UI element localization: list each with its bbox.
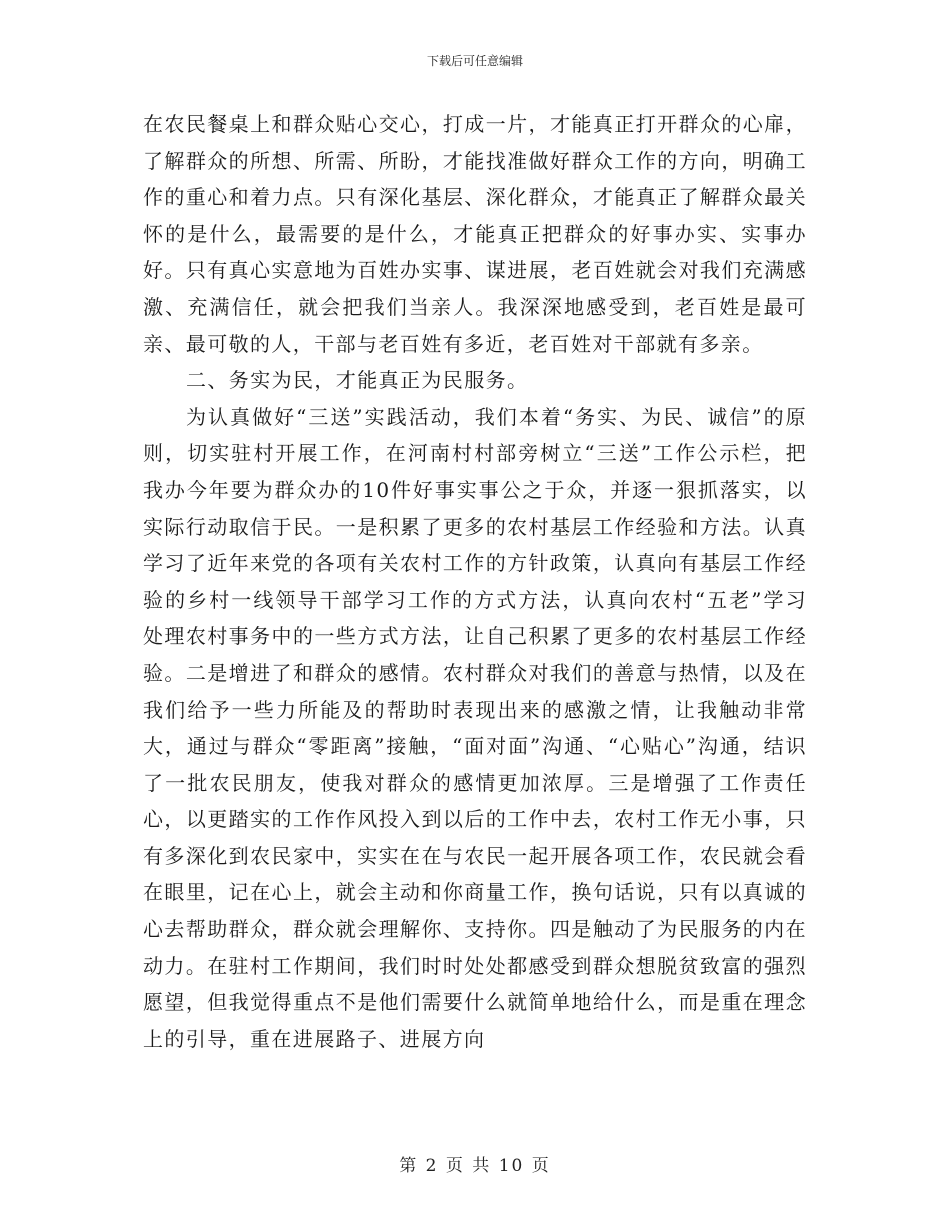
paragraph: 为认真做好“三送”实践活动，我们本着“务实、为民、诚信”的原则，切实驻村开展工作，在河南村村部旁树立“三送”工作公示栏，把我办今年要为群众办的10件好事实事公之于众，并逐一狠抓落实，以实际行动取信于民。一是积累了更多的农村基层工作经验和方法。认真学习了近年来党的各项有关农村工作的方针政策，认真向有基层工作经验的乡村一线领导干部学习工作的方式方法，认真向农村“五老”学习处理农村事务中的一些方式方法，让自己积累了更多的农村基层工作经验。二是增进了和群众的感情。农村群众对我们的善意与热情，以及在我们给予一些力所能及的帮助时表现出来的感激之情，让我触动非常大，通过与群众“零距离”接触，“面对面”沟通、“心贴心”沟通，结识了一批农民朋友，使我对群众的感情更加浓厚。三是增强了工作责任心，以更踏实的工作作风投入到以后的工作中去，农村工作无小事，只有多深化到农民家中，实实在在与农民一起开展各项工作，农民就会看在眼里，记在心上，就会主动和你商量工作，换句话说，只有以真诚的心去帮助群众，群众就会理解你、支持你。四是触动了为民服务的内在动力。在驻村工作期间，我们时时处处都感受到群众想脱贫致富的强烈愿望，但我觉得重点不是他们需要什么就简单地给什么，而是重在理念上的引导，重在进展路子、进展方向: [143, 404, 807, 1051]
document-body: [143, 106, 807, 1057]
paragraph-continued: 在农民餐桌上和群众贴心交心，打成一片，才能真正打开群众的心扉，了解群众的所想、所需、所盼，才能找准做好群众工作的方向，明确工作的重心和着力点。只有深化基层、深化群众，才能真正了解群众最关怀的是什么，最需要的是什么，才能真正把群众的好事办实、实事办好。只有真心实意地为百姓办实事、谋进展，老百姓就会对我们充满感激、充满信任，就会把我们当亲人。我深深地感受到，老百姓是最可亲、最可敬的人，干部与老百姓有多近，老百姓对干部就有多亲。: [143, 112, 807, 356]
section-heading: 二、务实为民，才能真正为民服务。: [186, 368, 529, 393]
page-header: 下载后可任意编辑: [426, 54, 523, 68]
page-footer: 第 2 页 共 10 页: [399, 1156, 551, 1176]
